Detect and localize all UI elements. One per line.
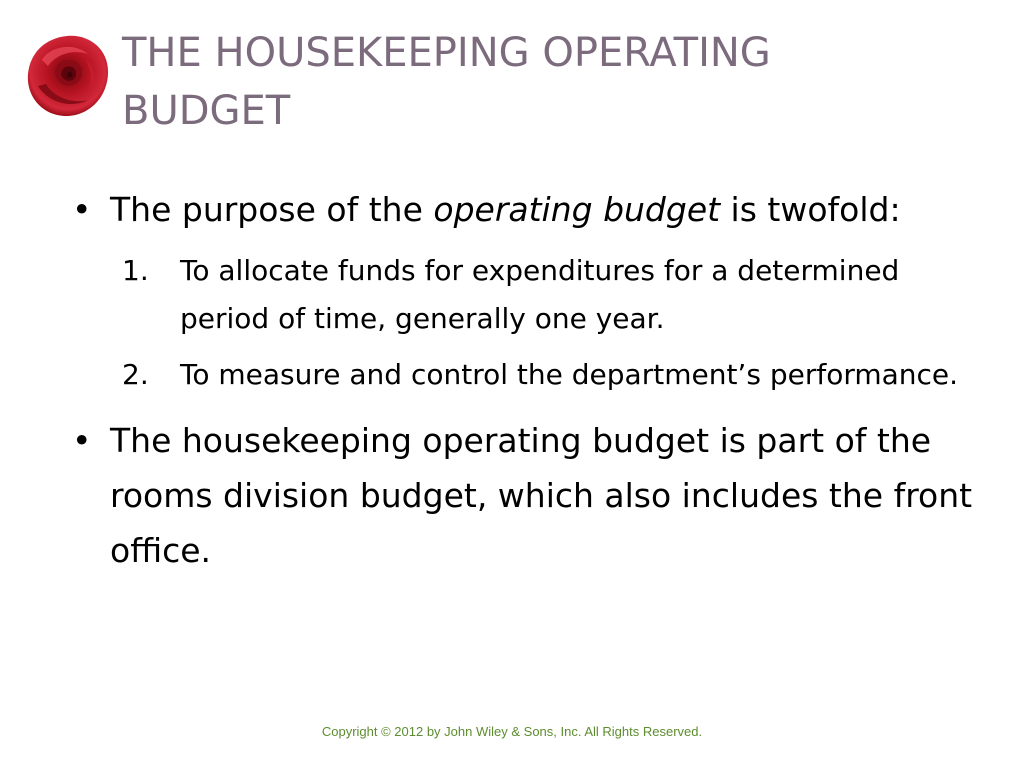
bullet-rooms-division xyxy=(60,413,980,578)
list-item-text: To allocate funds for expenditures for a determined period of time, generally one year. xyxy=(180,254,900,335)
bullet-marker: • xyxy=(72,421,92,460)
bullet-purpose-text-end: is twofold: xyxy=(720,190,901,229)
bullet-purpose-text-start: The purpose of the xyxy=(110,190,434,229)
list-item xyxy=(60,247,980,343)
red-rose-icon xyxy=(22,30,112,120)
slide-title-line-2: BUDGET xyxy=(122,88,291,134)
bullet-purpose xyxy=(60,182,980,237)
list-item xyxy=(60,351,980,399)
numbered-list xyxy=(60,247,980,399)
bullet-marker: • xyxy=(72,190,92,229)
slide-body xyxy=(60,182,980,588)
list-item-text: To measure and control the department’s performance. xyxy=(180,358,959,391)
slide-title xyxy=(122,24,982,140)
list-item-number: 1. xyxy=(122,254,149,287)
list-item-number: 2. xyxy=(122,358,149,391)
bullet-rooms-division-text: The housekeeping operating budget is part of the rooms division budget, which also includes the front office. xyxy=(110,421,973,570)
copyright-footer: Copyright © 2012 by John Wiley & Sons, Inc. All Rights Reserved. xyxy=(321,724,703,739)
slide-title-line-1: THE HOUSEKEEPING OPERATING xyxy=(122,30,771,76)
bullet-purpose-emphasis: operating budget xyxy=(433,190,721,229)
